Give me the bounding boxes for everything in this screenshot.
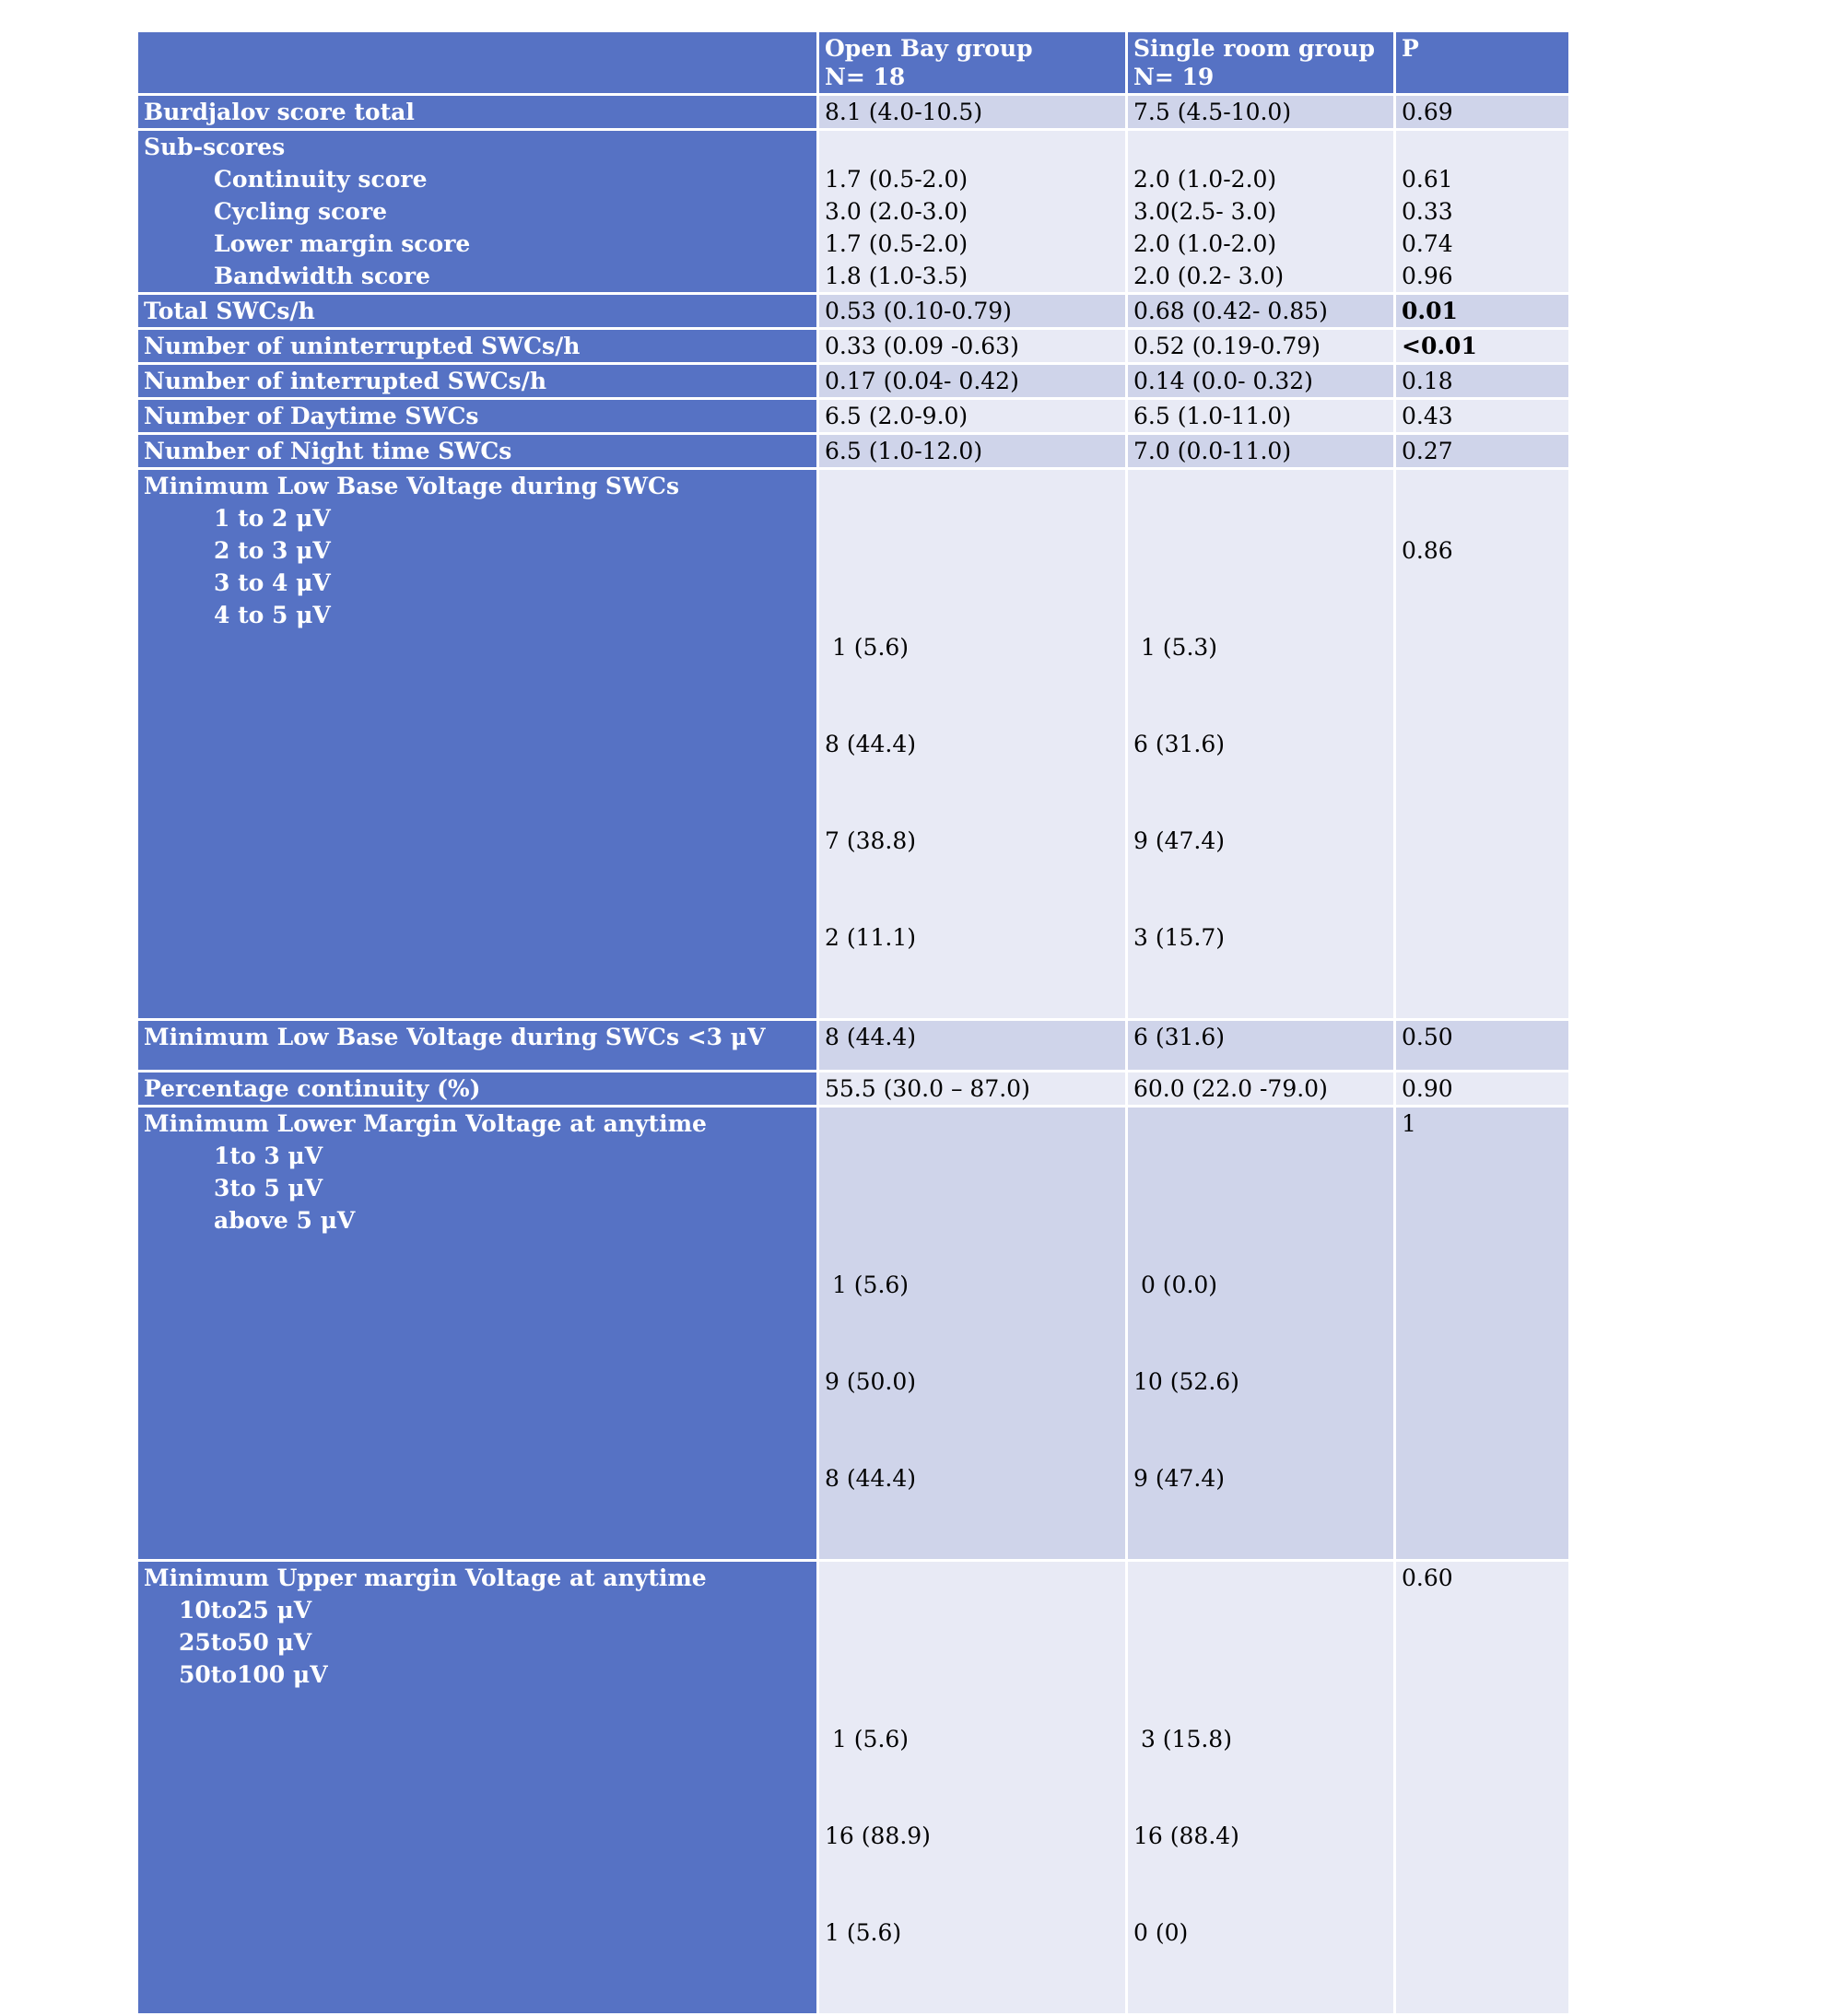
- p-values: [1395, 130, 1570, 294]
- open-bay-value: 6.5 (2.0-9.0): [818, 399, 1127, 434]
- single-room-value: 2.0 (1.0-2.0): [1133, 166, 1277, 193]
- p-values: [1395, 1561, 1570, 2015]
- p-value: 0.50: [1395, 1020, 1570, 1072]
- table-row: [137, 130, 1570, 294]
- sub-label: 50to100 μV: [179, 1661, 328, 1688]
- single-room-value: 9 (47.4): [1133, 1465, 1226, 1492]
- p-value: <0.01: [1395, 329, 1570, 364]
- row-label: [137, 1561, 818, 2015]
- p-values: [1395, 469, 1570, 1020]
- sub-label: 10to25 μV: [179, 1597, 312, 1623]
- p-value: 0.86: [1402, 537, 1453, 564]
- open-bay-value: 16 (88.9): [825, 1823, 931, 1849]
- p-value: 0.69: [1395, 95, 1570, 130]
- single-room-value: 60.0 (22.0 -79.0): [1127, 1072, 1395, 1107]
- row-label: Number of interrupted SWCs/h: [137, 364, 818, 399]
- table-row: [137, 329, 1570, 364]
- table-row: [137, 364, 1570, 399]
- sub-label: 2 to 3 μV: [214, 537, 331, 564]
- table-row: [137, 1072, 1570, 1107]
- single-room-value: 16 (88.4): [1133, 1823, 1239, 1849]
- row-label: Burdjalov score total: [137, 95, 818, 130]
- sub-label: 3to 5 μV: [214, 1175, 323, 1201]
- table-row: [137, 1020, 1570, 1072]
- row-label: Percentage continuity (%): [137, 1072, 818, 1107]
- open-bay-value: 9 (50.0): [825, 1368, 917, 1395]
- open-bay-values: [818, 130, 1127, 294]
- single-room-value: 9 (47.4): [1133, 827, 1226, 854]
- single-room-value: 6 (31.6): [1133, 731, 1226, 757]
- sub-label: above 5 μV: [214, 1207, 356, 1234]
- table-row: [137, 95, 1570, 130]
- single-room-values: [1127, 1107, 1395, 1561]
- single-room-value: 2.0 (1.0-2.0): [1133, 230, 1277, 257]
- row-label: Minimum Low Base Voltage during SWCs <3 μV: [137, 1020, 818, 1072]
- open-bay-value: 1 (5.6): [825, 1919, 902, 1946]
- single-room-values: [1127, 469, 1395, 1020]
- table-row: [137, 1107, 1570, 1561]
- table-row: [137, 434, 1570, 469]
- single-room-value: 6.5 (1.0-11.0): [1127, 399, 1395, 434]
- open-bay-value: 3.0 (2.0-3.0): [825, 198, 968, 225]
- sub-label: Cycling score: [214, 198, 388, 225]
- open-bay-value: 8 (44.4): [825, 1465, 917, 1492]
- p-value: 0.33: [1402, 198, 1453, 225]
- row-label: [137, 130, 818, 294]
- row-label: [137, 469, 818, 1020]
- open-bay-values: [818, 1561, 1127, 2015]
- table-row: [137, 399, 1570, 434]
- p-value: 0.60: [1402, 1565, 1453, 1591]
- open-bay-value: 1 (5.6): [825, 634, 910, 661]
- open-bay-values: [818, 1107, 1127, 1561]
- open-bay-value: 1 (5.6): [825, 1272, 910, 1298]
- p-value: 0.27: [1395, 434, 1570, 469]
- table-row: [137, 469, 1570, 1020]
- sub-label: Lower margin score: [214, 230, 471, 257]
- open-bay-value: 8 (44.4): [818, 1020, 1127, 1072]
- group-label: Sub-scores: [144, 134, 286, 160]
- p-value: 0.61: [1402, 166, 1453, 193]
- single-room-title: Single room group: [1133, 35, 1375, 62]
- single-room-value: 0 (0.0): [1133, 1272, 1218, 1298]
- open-bay-value: 8 (44.4): [825, 731, 917, 757]
- single-room-value: 7.5 (4.5-10.0): [1127, 95, 1395, 130]
- open-bay-values: [818, 469, 1127, 1020]
- sub-label: 3 to 4 μV: [214, 569, 331, 596]
- single-room-value: 0 (0): [1133, 1919, 1189, 1946]
- single-room-value: 3 (15.8): [1133, 1726, 1232, 1752]
- single-room-value: 10 (52.6): [1133, 1368, 1239, 1395]
- open-bay-value: 6.5 (1.0-12.0): [818, 434, 1127, 469]
- open-bay-value: 0.17 (0.04- 0.42): [818, 364, 1127, 399]
- single-room-value: 0.68 (0.42- 0.85): [1127, 294, 1395, 329]
- header-label-cell: [137, 31, 818, 95]
- open-bay-n: N= 18: [825, 64, 906, 90]
- open-bay-value: 1.8 (1.0-3.5): [825, 263, 968, 289]
- single-room-value: 3.0(2.5- 3.0): [1133, 198, 1277, 225]
- table-row: [137, 294, 1570, 329]
- single-room-value: 2.0 (0.2- 3.0): [1133, 263, 1285, 289]
- open-bay-value: 55.5 (30.0 – 87.0): [818, 1072, 1127, 1107]
- sub-label: Continuity score: [214, 166, 428, 193]
- sub-label: 4 to 5 μV: [214, 602, 331, 628]
- p-value: 1: [1402, 1110, 1416, 1137]
- header-open-bay: [818, 31, 1127, 95]
- p-value: 0.43: [1395, 399, 1570, 434]
- single-room-values: [1127, 130, 1395, 294]
- header-p: P: [1395, 31, 1570, 95]
- single-room-value: 7.0 (0.0-11.0): [1127, 434, 1395, 469]
- group-label: Minimum Low Base Voltage during SWCs: [144, 473, 680, 499]
- p-value: 0.01: [1395, 294, 1570, 329]
- p-value: 0.96: [1402, 263, 1453, 289]
- group-label: Minimum Lower Margin Voltage at anytime: [144, 1110, 707, 1137]
- single-room-value: 1 (5.3): [1133, 634, 1218, 661]
- group-label: Minimum Upper margin Voltage at anytime: [144, 1565, 707, 1591]
- row-label: Total SWCs/h: [137, 294, 818, 329]
- open-bay-value: 8.1 (4.0-10.5): [818, 95, 1127, 130]
- table-row: [137, 1561, 1570, 2015]
- p-value: 0.90: [1395, 1072, 1570, 1107]
- open-bay-value: 0.53 (0.10-0.79): [818, 294, 1127, 329]
- sub-label: 1 to 2 μV: [214, 505, 331, 532]
- row-label: Number of Daytime SWCs: [137, 399, 818, 434]
- open-bay-value: 1 (5.6): [825, 1726, 910, 1752]
- open-bay-value: 1.7 (0.5-2.0): [825, 230, 968, 257]
- header-row: [137, 31, 1570, 95]
- open-bay-value: 1.7 (0.5-2.0): [825, 166, 968, 193]
- single-room-value: 0.14 (0.0- 0.32): [1127, 364, 1395, 399]
- open-bay-value: 0.33 (0.09 -0.63): [818, 329, 1127, 364]
- results-table: [135, 29, 1571, 2016]
- row-label: Number of Night time SWCs: [137, 434, 818, 469]
- open-bay-value: 7 (38.8): [825, 827, 917, 854]
- single-room-n: N= 19: [1133, 64, 1215, 90]
- sub-label: 25to50 μV: [179, 1629, 312, 1656]
- sub-label: Bandwidth score: [214, 263, 430, 289]
- single-room-value: 6 (31.6): [1127, 1020, 1395, 1072]
- header-single-room: [1127, 31, 1395, 95]
- single-room-value: 0.52 (0.19-0.79): [1127, 329, 1395, 364]
- sub-label: 1to 3 μV: [214, 1143, 323, 1169]
- p-value: 0.18: [1395, 364, 1570, 399]
- single-room-value: 3 (15.7): [1133, 924, 1226, 951]
- p-values: [1395, 1107, 1570, 1561]
- row-label: [137, 1107, 818, 1561]
- open-bay-title: Open Bay group: [825, 35, 1033, 62]
- single-room-values: [1127, 1561, 1395, 2015]
- open-bay-value: 2 (11.1): [825, 924, 917, 951]
- row-label: Number of uninterrupted SWCs/h: [137, 329, 818, 364]
- p-value: 0.74: [1402, 230, 1453, 257]
